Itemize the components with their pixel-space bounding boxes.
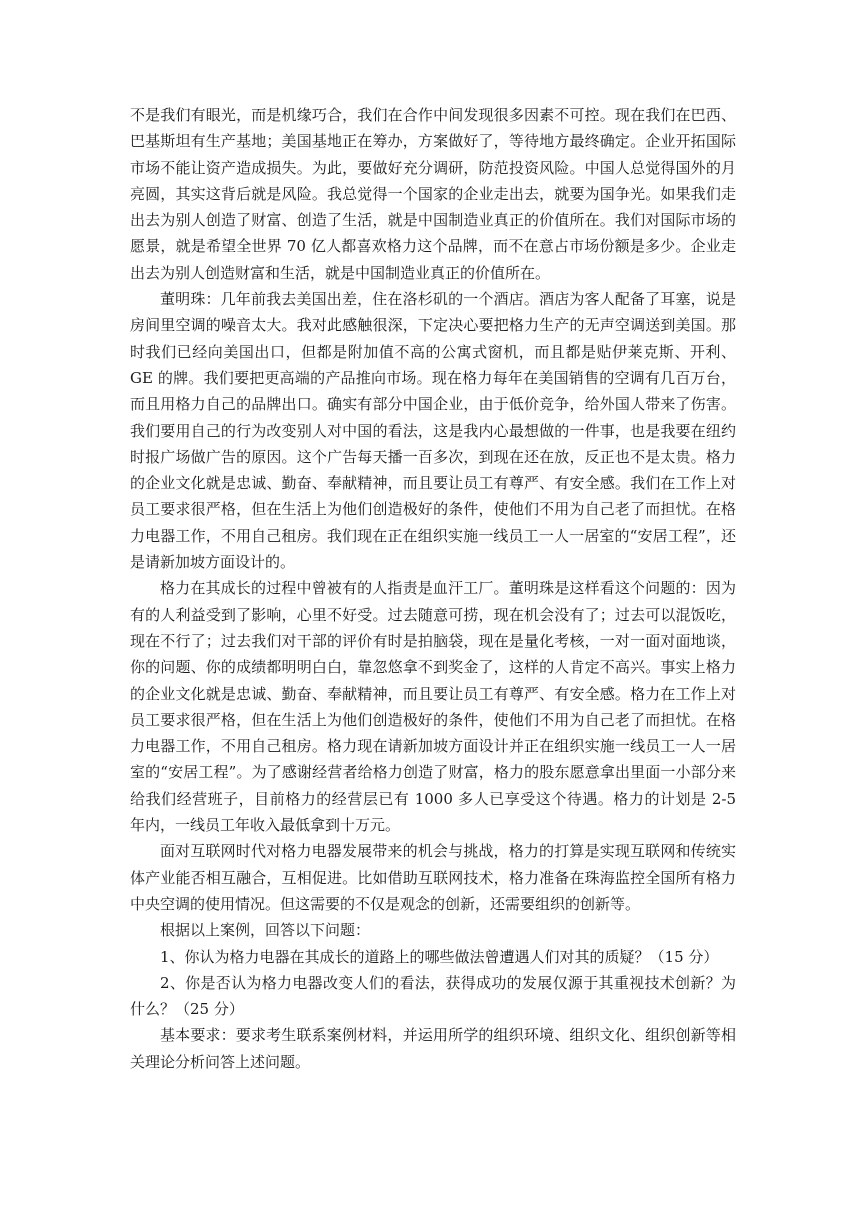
question-2: 2、你是否认为格力电器改变人们的看法，获得成功的发展仅源于其重视技术创新？为什么？（25 分）: [130, 973, 736, 1019]
paragraph-overseas-market: 不是我们有眼光，而是机缘巧合，我们在合作中间发现很多因素不可控。现在我们在巴西、巴基斯坦有生产基地；美国基地正在筹办，方案做好了，等待地方最终确定。企业开拓国际市场不能让资产造成损失。为此，要做好充分调研，防范投资风险。中国人总觉得国外的月亮圆，其实这背后就是风险。我总觉得一个国家的企业走出去，就要为国争光。如果我们走出去为别人创造了财富、创造了生活，就是中国制造业真正的价值所在。我们对国际市场的愿景，就是希望全世界 70 亿人都喜欢格力这个品牌，而不在意占市场份额是多少。企业走出去为别人创造财富和生活，就是中国制造业真正的价值所在。: [130, 106, 736, 282]
document-body: [130, 102, 736, 1075]
question-1: 1、你认为格力电器在其成长的道路上的哪些做法曾遭遇人们对其的质疑？（15 分）: [160, 947, 719, 966]
basic-requirements: 基本要求：要求考生联系案例材料，并运用所学的组织环境、组织文化、组织创新等相关理论分析问答上述问题。: [130, 1026, 736, 1071]
paragraph-us-export: 董明珠：几年前我去美国出差，住在洛杉矶的一个酒店。酒店为客人配备了耳塞，说是房间里空调的噪音太大。我对此感触很深，下定决心要把格力生产的无声空调送到美国。那时我们已经向美国出口，但都是附加值不高的公寓式窗机，而且都是贴伊莱克斯、开利、GE 的牌。我们要把更高端的产品推向市场。现在格力每年在美国销售的空调有几百万台，而且用格力自己的品牌出口。确实有部分中国企业，由于低价竞争，给外国人带来了伤害。我们要用自己的行为改变别人对中国的看法，这是我内心最想做的一件事，也是我要在纽约时报广场做广告的原因。这个广告每天播一百多次，到现在还在放，反正也不是太贵。格力的企业文化就是忠诚、勤奋、奉献精神，而且要让员工有尊严、有安全感。我们在工作上对员工要求很严格，但在生活上为他们创造极好的条件，使他们不用为自己老了而担忧。在格力电器工作，不用自己租房。我们现在正在组织实施一线员工一人一居室的“安居工程”，还是请新加坡方面设计的。: [130, 290, 736, 572]
paragraph-internet-era: 面对互联网时代对格力电器发展带来的机会与挑战，格力的打算是实现互联网和传统实体产业能否相互融合，互相促进。比如借助互联网技术，格力准备在珠海监控全国所有格力中央空调的使用情况。但这需要的不仅是观念的创新，还需要组织的创新等。: [130, 842, 736, 913]
paragraph-sweatshop-response: 格力在其成长的过程中曾被有的人指责是血汗工厂。董明珠是这样看这个问题的：因为有的人利益受到了影响，心里不好受。过去随意可捞，现在机会没有了；过去可以混饭吃，现在不行了；过去我们对干部的评价有时是拍脑袋，现在是量化考核，一对一面对面地谈，你的问题、你的成绩都明明白白，靠忽悠拿不到奖金了，这样的人肯定不高兴。事实上格力的企业文化就是忠诚、勤奋、奉献精神，而且要让员工有尊严、有安全感。格力在工作上对员工要求很严格，但在生活上为他们创造极好的条件，使他们不用为自己老了而担忧。在格力电器工作，不用自己租房。格力现在请新加坡方面设计并正在组织实施一线员工一人一居室的“安居工程”。为了感谢经营者给格力创造了财富，格力的股东愿意拿出里面一小部分来给我们经营班子，目前格力的经营层已有 1000 多人已享受这个待遇。格力的计划是 2-5 年内，一线员工年收入最低拿到十万元。: [130, 579, 736, 835]
paragraph-questions-intro: 根据以上案例，回答以下问题：: [160, 921, 371, 940]
